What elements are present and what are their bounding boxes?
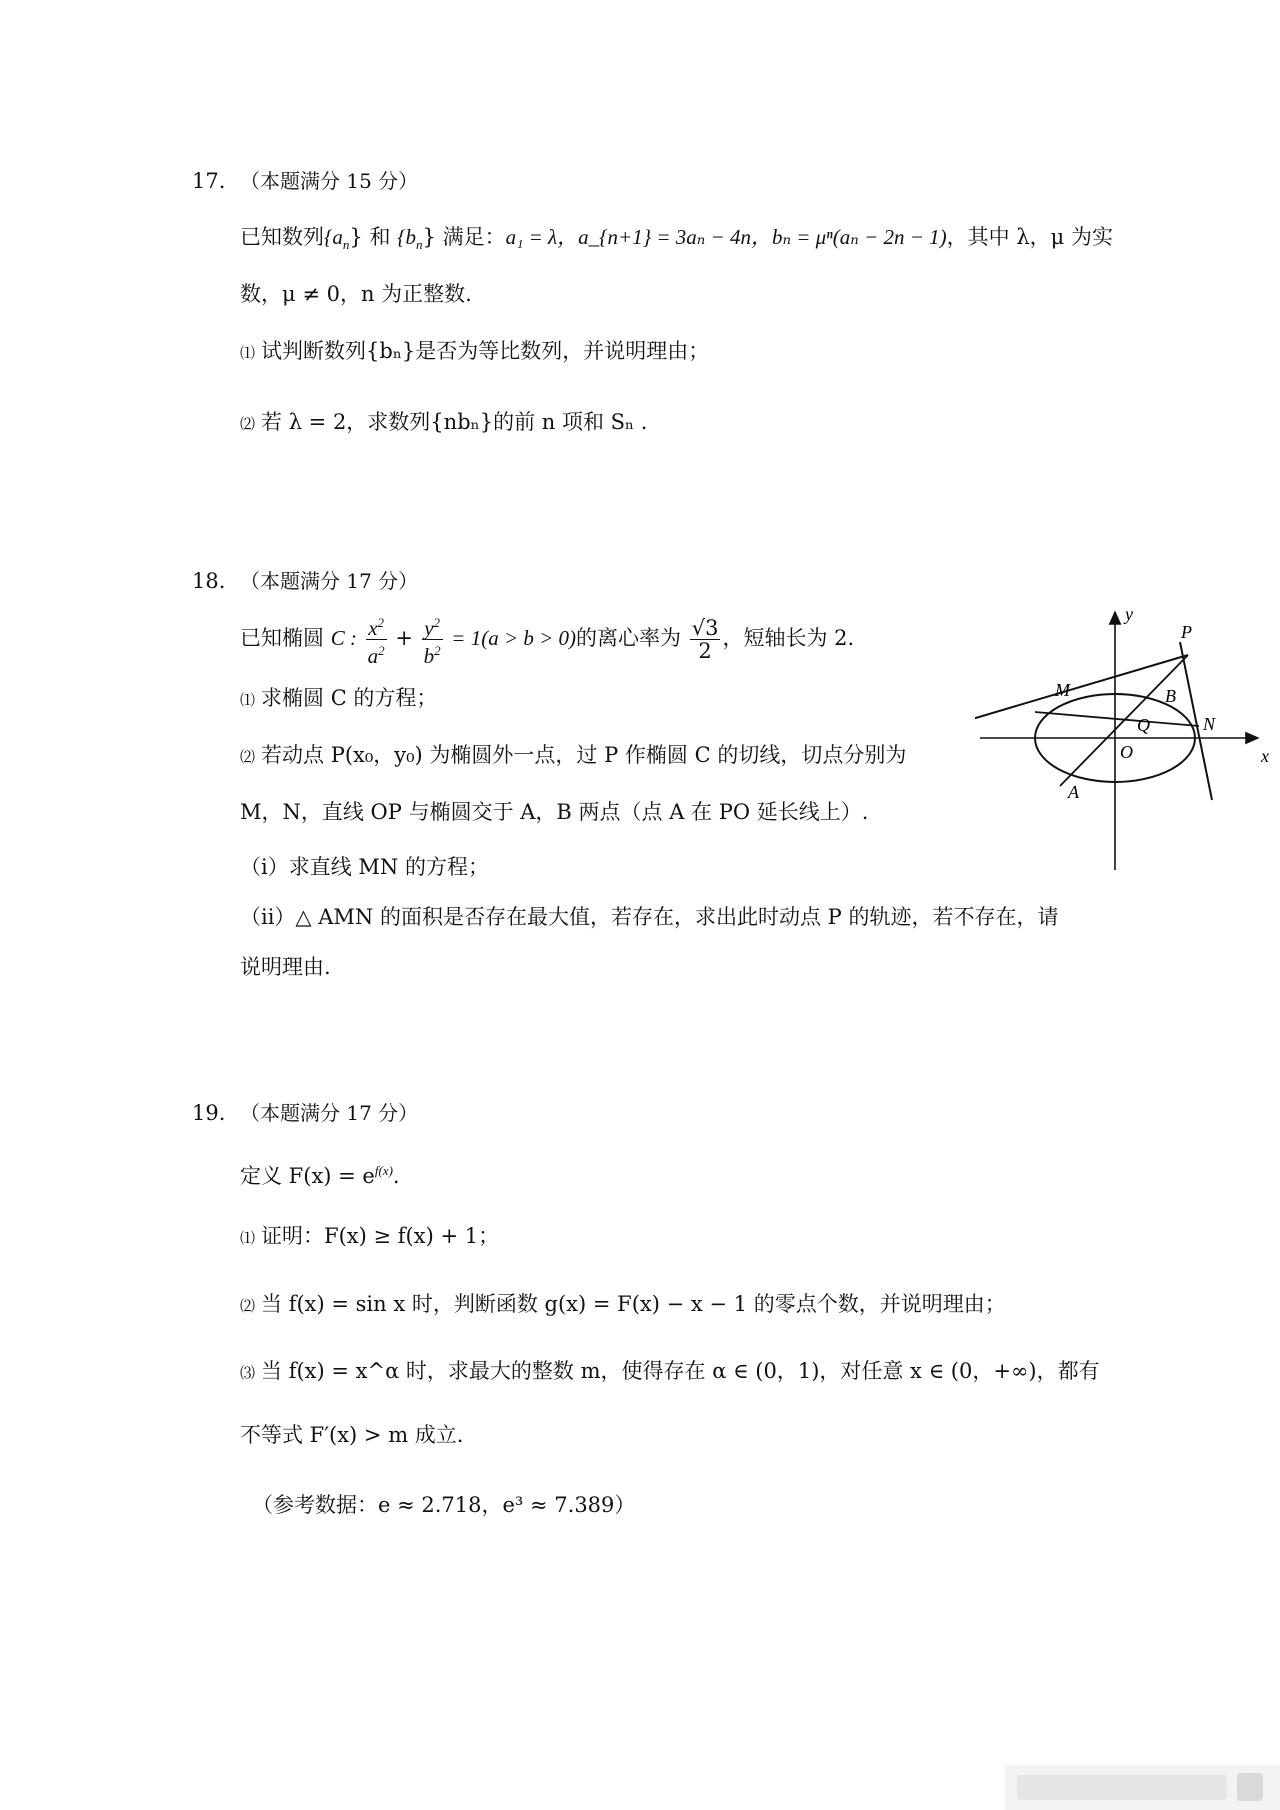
q18-eq-tail: = 1(a > b > 0) <box>451 626 577 650</box>
label-n: N <box>1203 714 1216 734</box>
label-p: P <box>1181 622 1192 642</box>
q17-satisfy: } 满足： <box>422 225 506 249</box>
q18-ecc: $\frac{√3}{2}$ <box>691 616 719 663</box>
label-x: x <box>1261 746 1269 766</box>
q19-header: （本题满分 17 分） <box>240 1101 419 1125</box>
q19-reference: （参考数据：e ≈ 2.718，e³ ≈ 7.389） <box>252 1493 636 1517</box>
q18-part2-line1: 若动点 P(x₀，y₀) 为椭圆外一点，过 P 作椭圆 C 的切线，切点分别为 <box>261 743 907 767</box>
q18-part1-text: 求椭圆 C 的方程； <box>261 686 438 710</box>
q18-part2-cont: M，N，直线 OP 与椭圆交于 A，B 两点（点 A 在 PO 延长线上）. <box>240 800 869 824</box>
q17-header: （本题满分 15 分） <box>240 169 419 193</box>
q19-part3-cont: 不等式 F′(x) > m 成立. <box>240 1423 464 1447</box>
q19-part2-label: ⑵ <box>240 1297 256 1315</box>
q18-C: C : <box>330 626 357 650</box>
q18-part1 <box>240 683 437 715</box>
label-a: A <box>1068 782 1079 802</box>
q19-def-text: 定义 F(x) = e <box>240 1164 375 1188</box>
q19-part1-label: ⑴ <box>240 1229 256 1247</box>
q18-sub-ii: （ii）△ AMN 的面积是否存在最大值，若存在，求出此时动点 P 的轨迹，若不存在，请 <box>240 905 1059 929</box>
q17-part1 <box>240 336 709 368</box>
q18-intro-b: 的离心率为 <box>576 626 682 650</box>
q17-formulas: a₁ = λ，a_{n+1} = 3aₙ − 4n，bₙ = μⁿ(aₙ − 2n − 1) <box>505 225 947 249</box>
q17-number: 17. <box>192 169 226 193</box>
q19-part3-text: 当 f(x) = x^α 时，求最大的整数 m，使得存在 α ∈ (0，1)，对任意 x ∈ (0，+∞)，都有 <box>261 1359 1100 1383</box>
q18-intro: 已知椭圆 C : $\frac{x^2}{a^2}$ + $\frac{y^2}{b^2}$ = 1(a > b > 0)的离心率为 $\frac{√3}{2}$ ，短轴长为 2. <box>240 612 854 667</box>
q17-tail: ，其中 λ，μ 为实 <box>946 225 1113 249</box>
label-y: y <box>1125 604 1133 624</box>
q18-part2-label: ⑵ <box>240 748 256 766</box>
q18-frac-y: $\frac{y^2}{b^2}$ <box>422 612 443 667</box>
q18-header: （本题满分 17 分） <box>240 569 419 593</box>
q19-number: 19. <box>192 1101 226 1125</box>
q18-part2 <box>240 740 906 772</box>
q19-part3-label: ⑶ <box>240 1364 256 1382</box>
q17-an: {a <box>324 225 343 249</box>
q19-part2 <box>240 1289 1006 1321</box>
q18-sub-i: （i）求直线 MN 的方程； <box>240 855 489 879</box>
q19-part1-text: 证明：F(x) ≥ f(x) + 1； <box>261 1224 500 1248</box>
ellipse-diagram <box>975 600 1275 880</box>
q17-part2-text: 若 λ = 2，求数列{nbₙ}的前 n 项和 Sₙ . <box>261 410 648 434</box>
label-o: O <box>1120 742 1133 762</box>
q17-intro: 已知数列$\{a_n\}$ 和 $\{b_n\}$ 满足：a₁ = λ，a_{n+1} = 3aₙ − 4n，bₙ = μⁿ(aₙ − 2n − 1)，其中 λ，μ 为实 <box>240 225 1113 253</box>
chord-mn <box>1035 712 1199 726</box>
q17-part1-label: ⑴ <box>240 344 256 362</box>
q19-part2-text: 当 f(x) = sin x 时，判断函数 g(x) = F(x) − x − 1 的零点个数，并说明理由； <box>261 1292 1006 1316</box>
label-b: B <box>1165 686 1176 706</box>
q17-bn: {b <box>397 225 417 249</box>
corner-watermark <box>1005 1765 1280 1810</box>
q17-part2 <box>240 407 647 439</box>
q19-part3 <box>240 1356 1100 1388</box>
q17-part1-text: 试判断数列{bₙ}是否为等比数列，并说明理由； <box>261 339 710 363</box>
q17-line2: 数，μ ≠ 0，n 为正整数. <box>240 282 472 306</box>
q19-part1 <box>240 1221 499 1253</box>
q18-frac-x: $\frac{x^2}{a^2}$ <box>366 612 387 667</box>
q17-and: } 和 <box>349 225 398 249</box>
q18-intro-c: ，短轴长为 2. <box>722 626 855 650</box>
q18-sub-ii-cont: 说明理由. <box>240 955 331 979</box>
q18-intro-a: 已知椭圆 <box>240 626 324 650</box>
q17-intro-text: 已知数列 <box>240 225 324 249</box>
q18-number: 18. <box>192 569 226 593</box>
q18-part1-label: ⑴ <box>240 691 256 709</box>
q19-def-sup: f(x) <box>374 1163 393 1178</box>
label-m: M <box>1055 680 1070 700</box>
label-q: Q <box>1137 715 1150 735</box>
q17-part2-label: ⑵ <box>240 415 256 433</box>
q19-definition: 定义 $F(x) = e^{f(x)}$. <box>240 1163 400 1188</box>
